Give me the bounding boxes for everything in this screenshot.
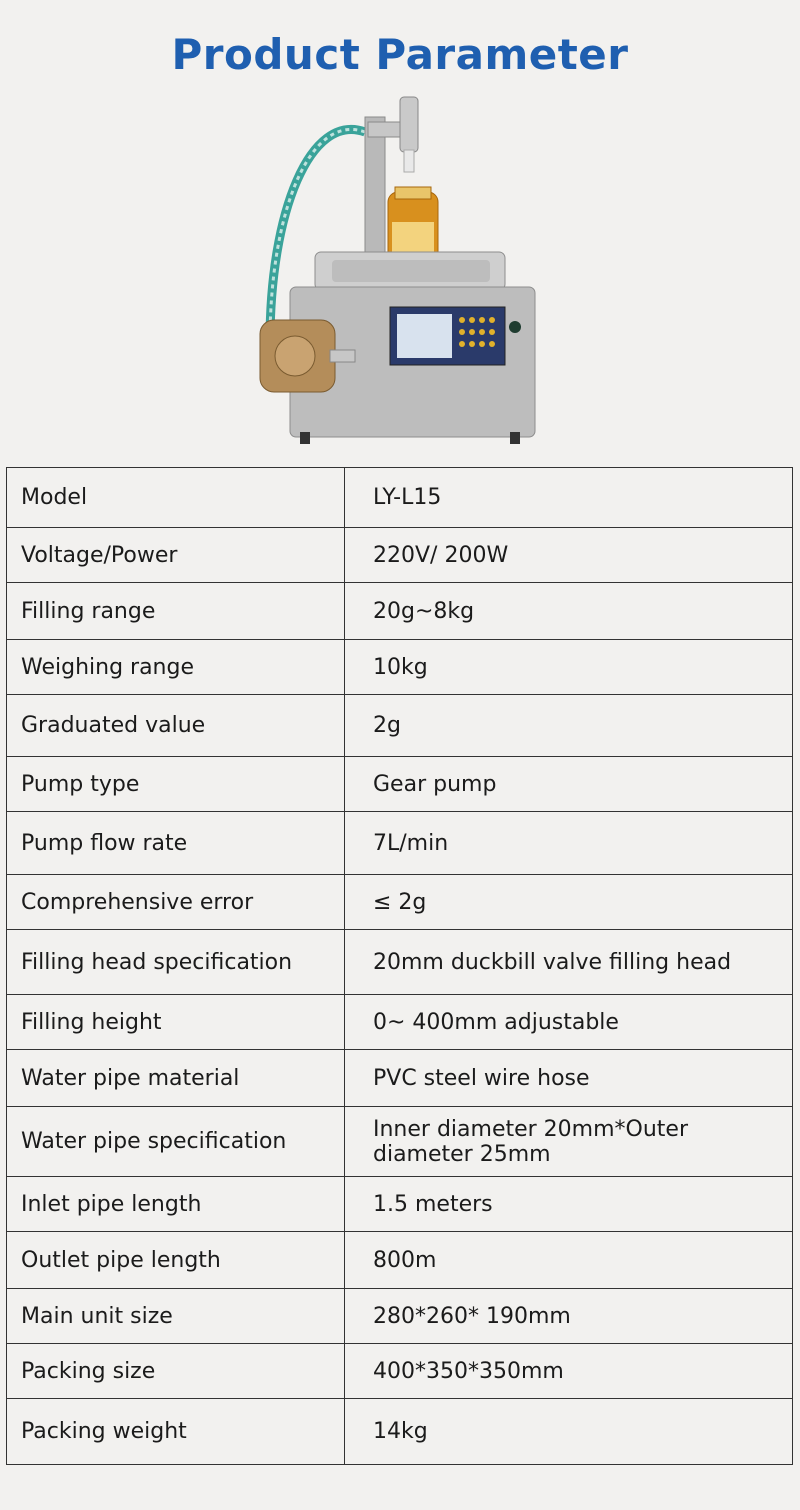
parameter-label: Inlet pipe length <box>7 1177 345 1232</box>
table-row <box>7 1107 793 1177</box>
table-row <box>7 1344 793 1399</box>
parameter-value: 7L/min <box>345 812 793 875</box>
table-row <box>7 468 793 528</box>
table-row <box>7 1050 793 1107</box>
parameter-value: 400*350*350mm <box>345 1344 793 1399</box>
parameter-label: Filling range <box>7 583 345 640</box>
parameter-value: ≤ 2g <box>345 875 793 930</box>
page-title: Product Parameter <box>171 30 629 79</box>
table-row <box>7 1289 793 1344</box>
parameter-value: 220V/ 200W <box>345 528 793 583</box>
parameter-label: Main unit size <box>7 1289 345 1344</box>
table-row <box>7 583 793 640</box>
parameter-value: 280*260* 190mm <box>345 1289 793 1344</box>
parameter-value: Inner diameter 20mm*Outer diameter 25mm <box>345 1107 793 1177</box>
table-row <box>7 1399 793 1465</box>
parameter-value: 1.5 meters <box>345 1177 793 1232</box>
parameter-label: Voltage/Power <box>7 528 345 583</box>
parameter-label: Outlet pipe length <box>7 1232 345 1289</box>
parameter-value: PVC steel wire hose <box>345 1050 793 1107</box>
parameter-label: Packing size <box>7 1344 345 1399</box>
parameter-label: Filling height <box>7 995 345 1050</box>
parameter-value: 0~ 400mm adjustable <box>345 995 793 1050</box>
parameter-label: Water pipe material <box>7 1050 345 1107</box>
parameter-label: Graduated value <box>7 695 345 757</box>
parameter-label: Weighing range <box>7 640 345 695</box>
table-row <box>7 528 793 583</box>
parameter-value: 10kg <box>345 640 793 695</box>
parameter-label: Model <box>7 468 345 528</box>
parameter-label: Pump type <box>7 757 345 812</box>
filling-machine-icon <box>240 92 570 452</box>
parameter-value: 2g <box>345 695 793 757</box>
parameter-value: LY-L15 <box>345 468 793 528</box>
table-row <box>7 1177 793 1232</box>
table-row <box>7 640 793 695</box>
table-row <box>7 930 793 995</box>
parameter-label: Comprehensive error <box>7 875 345 930</box>
table-row <box>7 875 793 930</box>
parameter-label: Water pipe specification <box>7 1107 345 1177</box>
parameter-label: Packing weight <box>7 1399 345 1465</box>
parameter-value: 800m <box>345 1232 793 1289</box>
table-row <box>7 757 793 812</box>
parameter-value: 14kg <box>345 1399 793 1465</box>
table-row <box>7 812 793 875</box>
parameter-value: 20g~8kg <box>345 583 793 640</box>
parameter-label: Pump flow rate <box>7 812 345 875</box>
table-row <box>7 995 793 1050</box>
parameter-value: Gear pump <box>345 757 793 812</box>
parameter-value: 20mm duckbill valve filling head <box>345 930 793 995</box>
parameter-table <box>6 467 793 1465</box>
table-row <box>7 1232 793 1289</box>
table-row <box>7 695 793 757</box>
parameter-label: Filling head specification <box>7 930 345 995</box>
